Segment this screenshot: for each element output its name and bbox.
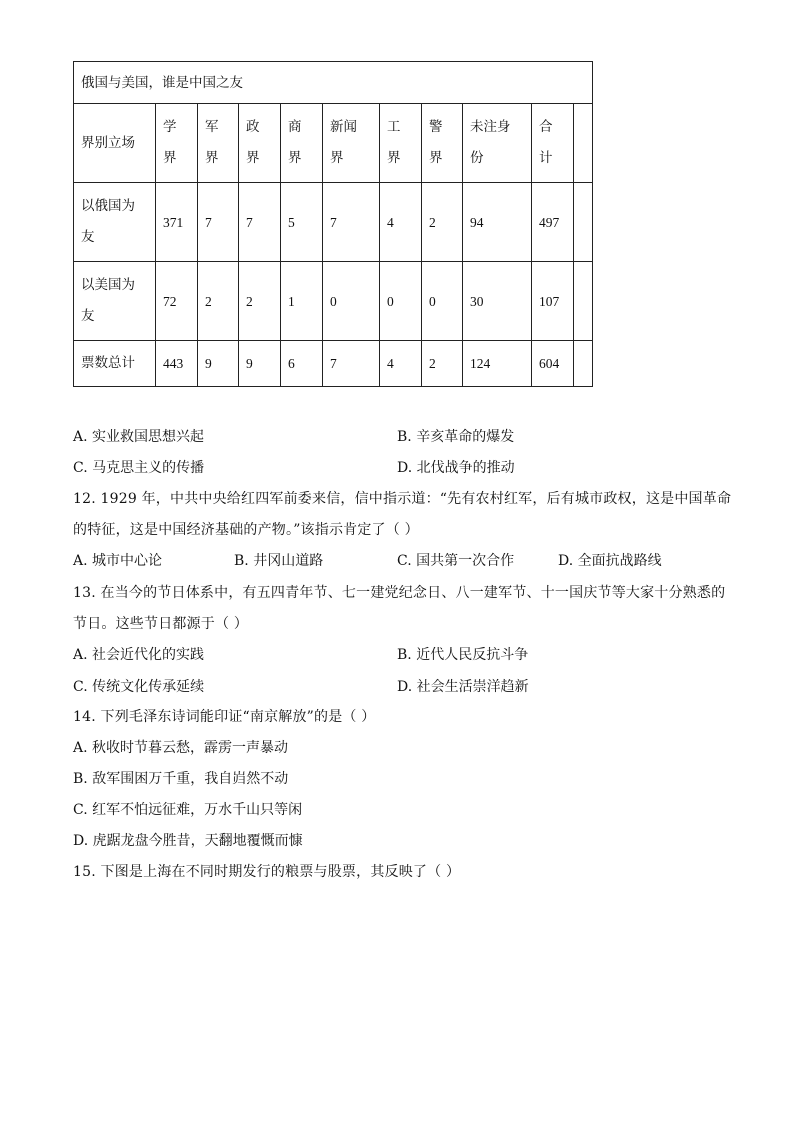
header-col-xue: 学 界 bbox=[156, 104, 198, 183]
q12-option-a: A. 城市中心论 bbox=[73, 553, 163, 569]
q12-option-b: B. 井冈山道路 bbox=[234, 553, 324, 569]
table-cell: 7 bbox=[198, 183, 239, 262]
row-label-america: 以美国为 友 bbox=[74, 262, 156, 341]
table-cell: 2 bbox=[422, 341, 463, 386]
table-cell: 7 bbox=[323, 183, 380, 262]
table-cell: 0 bbox=[422, 262, 463, 341]
table-cell: 7 bbox=[239, 183, 281, 262]
table-cell-blank bbox=[574, 183, 592, 262]
survey-table bbox=[73, 61, 593, 387]
table-cell: 1 bbox=[281, 262, 323, 341]
table-cell: 497 bbox=[532, 183, 574, 262]
q12-option-c: C. 国共第一次合作 bbox=[397, 553, 515, 569]
table-cell: 6 bbox=[281, 341, 323, 386]
header-col-gong: 工 界 bbox=[380, 104, 422, 183]
q11-option-d: D. 北伐战争的推动 bbox=[397, 460, 515, 476]
q13-option-c: C. 传统文化传承延续 bbox=[73, 679, 205, 695]
table-cell: 4 bbox=[380, 341, 422, 386]
q11-option-a: A. 实业救国思想兴起 bbox=[73, 429, 205, 445]
table-cell: 604 bbox=[532, 341, 574, 386]
table-cell: 7 bbox=[323, 341, 380, 386]
q14-option-a: A. 秋收时节暮云愁，霹雳一声暴动 bbox=[73, 740, 289, 756]
q13-option-a: A. 社会近代化的实践 bbox=[73, 647, 205, 663]
header-col-jing: 警 界 bbox=[422, 104, 463, 183]
header-col-jun: 军 界 bbox=[198, 104, 239, 183]
q13-stem-line1: 13. 在当今的节日体系中，有五四青年节、七一建党纪念日、八一建军节、十一国庆节等大家十分熟悉的 bbox=[73, 585, 726, 601]
q13-option-d: D. 社会生活崇洋趋新 bbox=[397, 679, 529, 695]
header-col-weizhu: 未注身 份 bbox=[463, 104, 532, 183]
table-cell: 443 bbox=[156, 341, 198, 386]
table-cell: 2 bbox=[422, 183, 463, 262]
header-col-xinwen: 新闻 界 bbox=[323, 104, 380, 183]
table-cell: 0 bbox=[380, 262, 422, 341]
q12-stem-line1: 12. 1929 年，中共中央给红四军前委来信，信中指示道：“先有农村红军，后有城市政权，这是中国革命 bbox=[73, 491, 732, 507]
table-caption: 俄国与美国，谁是中国之友 bbox=[74, 62, 592, 104]
q11-option-c: C. 马克思主义的传播 bbox=[73, 460, 205, 476]
table-cell-blank bbox=[574, 262, 592, 341]
header-row-label: 界别立场 bbox=[74, 104, 156, 183]
table-cell: 2 bbox=[198, 262, 239, 341]
q11-option-b: B. 辛亥革命的爆发 bbox=[397, 429, 515, 445]
table-cell: 5 bbox=[281, 183, 323, 262]
q14-option-d: D. 虎踞龙盘今胜昔，天翻地覆慨而慷 bbox=[73, 833, 303, 849]
q12-stem-line2: 的特征，这是中国经济基础的产物。”该指示肯定了（ ） bbox=[73, 522, 419, 538]
table-cell: 72 bbox=[156, 262, 198, 341]
table-cell: 371 bbox=[156, 183, 198, 262]
q12-option-d: D. 全面抗战路线 bbox=[558, 553, 662, 569]
table-cell: 2 bbox=[239, 262, 281, 341]
q13-stem-line2: 节日。这些节日都源于（ ） bbox=[73, 616, 249, 632]
table-cell: 94 bbox=[463, 183, 532, 262]
table-cell: 9 bbox=[198, 341, 239, 386]
q13-option-b: B. 近代人民反抗斗争 bbox=[397, 647, 529, 663]
q15-stem: 15. 下图是上海在不同时期发行的粮票与股票，其反映了（ ） bbox=[73, 864, 461, 880]
header-col-shang: 商 界 bbox=[281, 104, 323, 183]
q14-option-b: B. 敌军围困万千重，我自岿然不动 bbox=[73, 771, 289, 787]
header-col-zheng: 政 界 bbox=[239, 104, 281, 183]
table-cell: 124 bbox=[463, 341, 532, 386]
table-cell: 30 bbox=[463, 262, 532, 341]
row-label-russia: 以俄国为 友 bbox=[74, 183, 156, 262]
q14-stem: 14. 下列毛泽东诗词能印证“南京解放”的是（ ） bbox=[73, 709, 376, 725]
header-col-blank bbox=[574, 104, 592, 183]
row-label-total: 票数总计 bbox=[74, 341, 156, 386]
header-col-heji: 合 计 bbox=[532, 104, 574, 183]
q14-option-c: C. 红军不怕远征难，万水千山只等闲 bbox=[73, 802, 303, 818]
table-cell: 9 bbox=[239, 341, 281, 386]
table-cell: 107 bbox=[532, 262, 574, 341]
table-cell: 4 bbox=[380, 183, 422, 262]
table-cell: 0 bbox=[323, 262, 380, 341]
